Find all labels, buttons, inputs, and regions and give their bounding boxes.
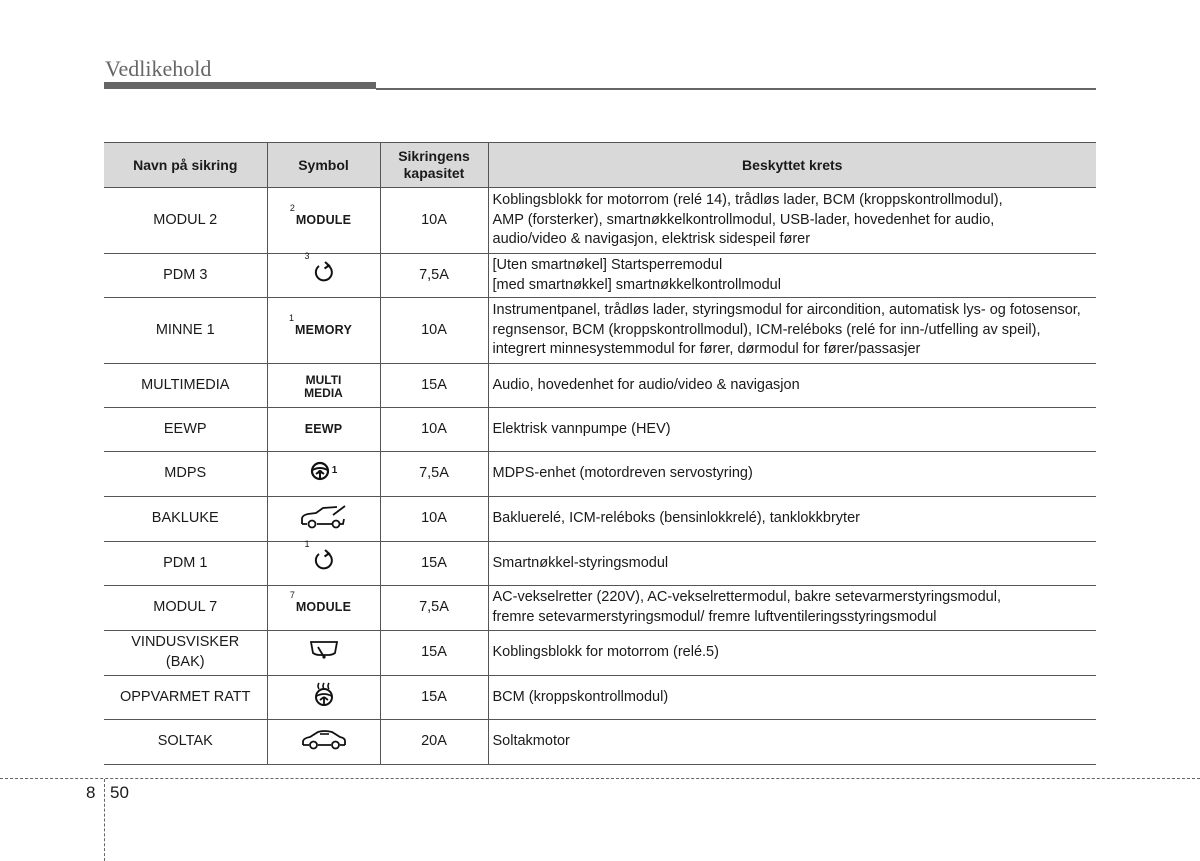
fuse-symbol-cell [267, 452, 380, 497]
fuse-capacity-cell: 10A [380, 188, 488, 254]
table-row [104, 676, 1096, 720]
circuit-line: Soltakmotor [492, 733, 570, 750]
footer-divider [0, 778, 1200, 779]
symbol-text: MODULE [295, 212, 352, 227]
fuse-capacity-cell: 10A [380, 408, 488, 452]
column-header-symbol: Symbol [267, 143, 380, 188]
protected-circuit-cell [488, 364, 1096, 408]
circuit-line: [Uten smartnøkel] Startsperremodul [492, 256, 723, 273]
protected-circuit-cell [488, 542, 1096, 586]
header-rule-thick [104, 82, 376, 89]
protected-circuit-cell [488, 720, 1096, 765]
protected-circuit-cell [488, 408, 1096, 452]
fuse-name-line: (BAK) [165, 654, 205, 670]
fuse-name-cell: BAKLUKE [104, 497, 267, 542]
module-label [289, 202, 352, 229]
circuit-line: Smartnøkkel-styringsmodul [492, 554, 669, 571]
section-title: Vedlikehold [105, 56, 212, 81]
circuit-line: Instrumentpanel, trådløs lader, styringsmodul for aircondition, automatisk lys- og fotosensor, [492, 302, 1081, 319]
module-label [289, 590, 352, 616]
fuse-name-cell: PDM 3 [104, 254, 267, 298]
fuse-capacity-cell: 7,5A [380, 254, 488, 298]
fuse-capacity-cell: 15A [380, 542, 488, 586]
fuse-symbol-cell [267, 539, 380, 586]
protected-circuit-cell [488, 298, 1096, 364]
multimedia-label [304, 374, 343, 400]
fuse-name-cell: OPPVARMET RATT [104, 676, 267, 720]
circuit-line: regnsensor, BCM (kroppskontrollmodul), ICM-reléboks (relé for inn-/utfelling av speil), [492, 321, 1041, 338]
symbol-text [304, 374, 343, 400]
fuse-capacity-cell: 15A [380, 631, 488, 676]
table-row [104, 254, 1096, 298]
protected-circuit-cell [488, 586, 1096, 631]
table-row [104, 364, 1096, 408]
protected-circuit-cell [488, 497, 1096, 542]
symbol-superscript: 1 [289, 312, 295, 323]
symbol-superscript: 1 [304, 539, 310, 550]
fuse-symbol-cell [267, 298, 380, 364]
column-header-capacity: Sikringens kapasitet [380, 143, 488, 188]
power-arrow-icon [304, 251, 337, 284]
fuse-symbol-cell [267, 720, 380, 765]
circuit-line: AMP (forsterker), smartnøkkelkontrollmodul, USB-lader, hovedenhet for audio, [492, 211, 995, 228]
table-row [104, 542, 1096, 586]
protected-circuit-cell [488, 254, 1096, 298]
table-row [104, 497, 1096, 542]
symbol-text: EEWP [304, 421, 343, 436]
fuse-name-cell: MINNE 1 [104, 298, 267, 364]
heated-steering-icon [313, 681, 335, 707]
circuit-line: Elektrisk vannpumpe (HEV) [492, 420, 671, 437]
circuit-line: Audio, hovedenhet for audio/video & navigasjon [492, 376, 800, 393]
symbol-text-line: MEDIA [304, 386, 343, 400]
fuse-name-cell: PDM 1 [104, 542, 267, 586]
fuse-name-line: VINDUSVISKER [131, 634, 240, 651]
chapter-number: 8 [86, 783, 96, 802]
protected-circuit-cell [488, 676, 1096, 720]
footer-vertical-divider [104, 779, 105, 861]
table-row [104, 631, 1096, 676]
protected-circuit-cell [488, 452, 1096, 497]
fuse-capacity-cell: 7,5A [380, 586, 488, 631]
symbol-superscript: 7 [289, 590, 295, 601]
circuit-line: [med smartnøkkel] smartnøkkelkontrollmodul [492, 276, 781, 293]
fuse-symbol-cell [267, 497, 380, 542]
symbol-superscript: 3 [304, 251, 310, 262]
fuse-name-cell: EEWP [104, 408, 267, 452]
circuit-line: Koblingsblokk for motorrom (relé 14), trådløs lader, BCM (kroppskontrollmodul), [492, 192, 1003, 209]
circuit-line: fremre setevarmerstyringsmodul/ fremre luftventileringsstyringsmodul [492, 609, 937, 625]
header-rule-thin [376, 88, 1096, 90]
fuse-capacity-cell: 15A [380, 676, 488, 720]
circuit-line: AC-vekselretter (220V), AC-vekselrettermodul, bakre setevarmerstyringsmodul, [492, 589, 1001, 606]
circuit-line: Bakluerelé, ICM-reléboks (bensinlokkrelé), tanklokkbryter [492, 510, 860, 527]
fuse-capacity-cell: 20A [380, 720, 488, 765]
table-row [104, 720, 1096, 765]
memory-label [289, 312, 352, 339]
circuit-line: integrert minnesystemmodul for fører, dørmodul for fører/passasjer [492, 341, 921, 358]
table-row [104, 586, 1096, 631]
fuse-name-cell: MODUL 2 [104, 188, 267, 254]
column-header-name: Navn på sikring [104, 143, 267, 188]
fuse-capacity-cell: 10A [380, 497, 488, 542]
table-header-row [104, 143, 1096, 188]
symbol-text: MODULE [295, 600, 352, 615]
fuse-name-cell: SOLTAK [104, 720, 267, 765]
sunroof-car-icon [300, 727, 348, 751]
symbol-suffix: 1 [331, 464, 338, 476]
circuit-line: BCM (kroppskontrollmodul) [492, 688, 669, 705]
symbol-text-line: MULTI [305, 372, 342, 387]
fuse-symbol-cell [267, 251, 380, 298]
fuse-name-cell: MULTIMEDIA [104, 364, 267, 408]
eewp-label [305, 421, 343, 438]
fuse-name-cell: MDPS [104, 452, 267, 497]
rear-wiper-icon [308, 638, 340, 662]
table-row [104, 452, 1096, 497]
table-row [104, 298, 1096, 364]
protected-circuit-cell [488, 631, 1096, 676]
fuse-symbol-cell [267, 631, 380, 676]
steering-wheel-icon [310, 461, 338, 481]
fuse-symbol-cell [267, 676, 380, 720]
fuse-name-cell: MODUL 7 [104, 586, 267, 631]
symbol-text: MEMORY [295, 322, 352, 337]
fuse-name-cell [104, 631, 267, 676]
table-row [104, 188, 1096, 254]
protected-circuit-cell [488, 188, 1096, 254]
page-number: 50 [110, 783, 129, 802]
fuse-capacity-cell: 10A [380, 298, 488, 364]
tailgate-car-icon [299, 502, 349, 530]
circuit-line: MDPS-enhet (motordreven servostyring) [492, 465, 753, 482]
circuit-line: Koblingsblokk for motorrom (relé.5) [492, 644, 719, 661]
fuse-symbol-cell [267, 586, 380, 631]
column-header-circuit: Beskyttet krets [488, 143, 1096, 188]
fuse-symbol-cell [267, 188, 380, 254]
fuse-capacity-cell: 7,5A [380, 452, 488, 497]
fuse-capacity-cell: 15A [380, 364, 488, 408]
fuse-table [104, 142, 1096, 765]
fuse-symbol-cell [267, 364, 380, 408]
power-arrow-icon [304, 539, 337, 572]
table-row [104, 408, 1096, 452]
circuit-line: audio/video & navigasjon, elektrisk sidespeil fører [492, 231, 811, 248]
symbol-superscript: 2 [289, 202, 295, 213]
fuse-symbol-cell [267, 408, 380, 452]
